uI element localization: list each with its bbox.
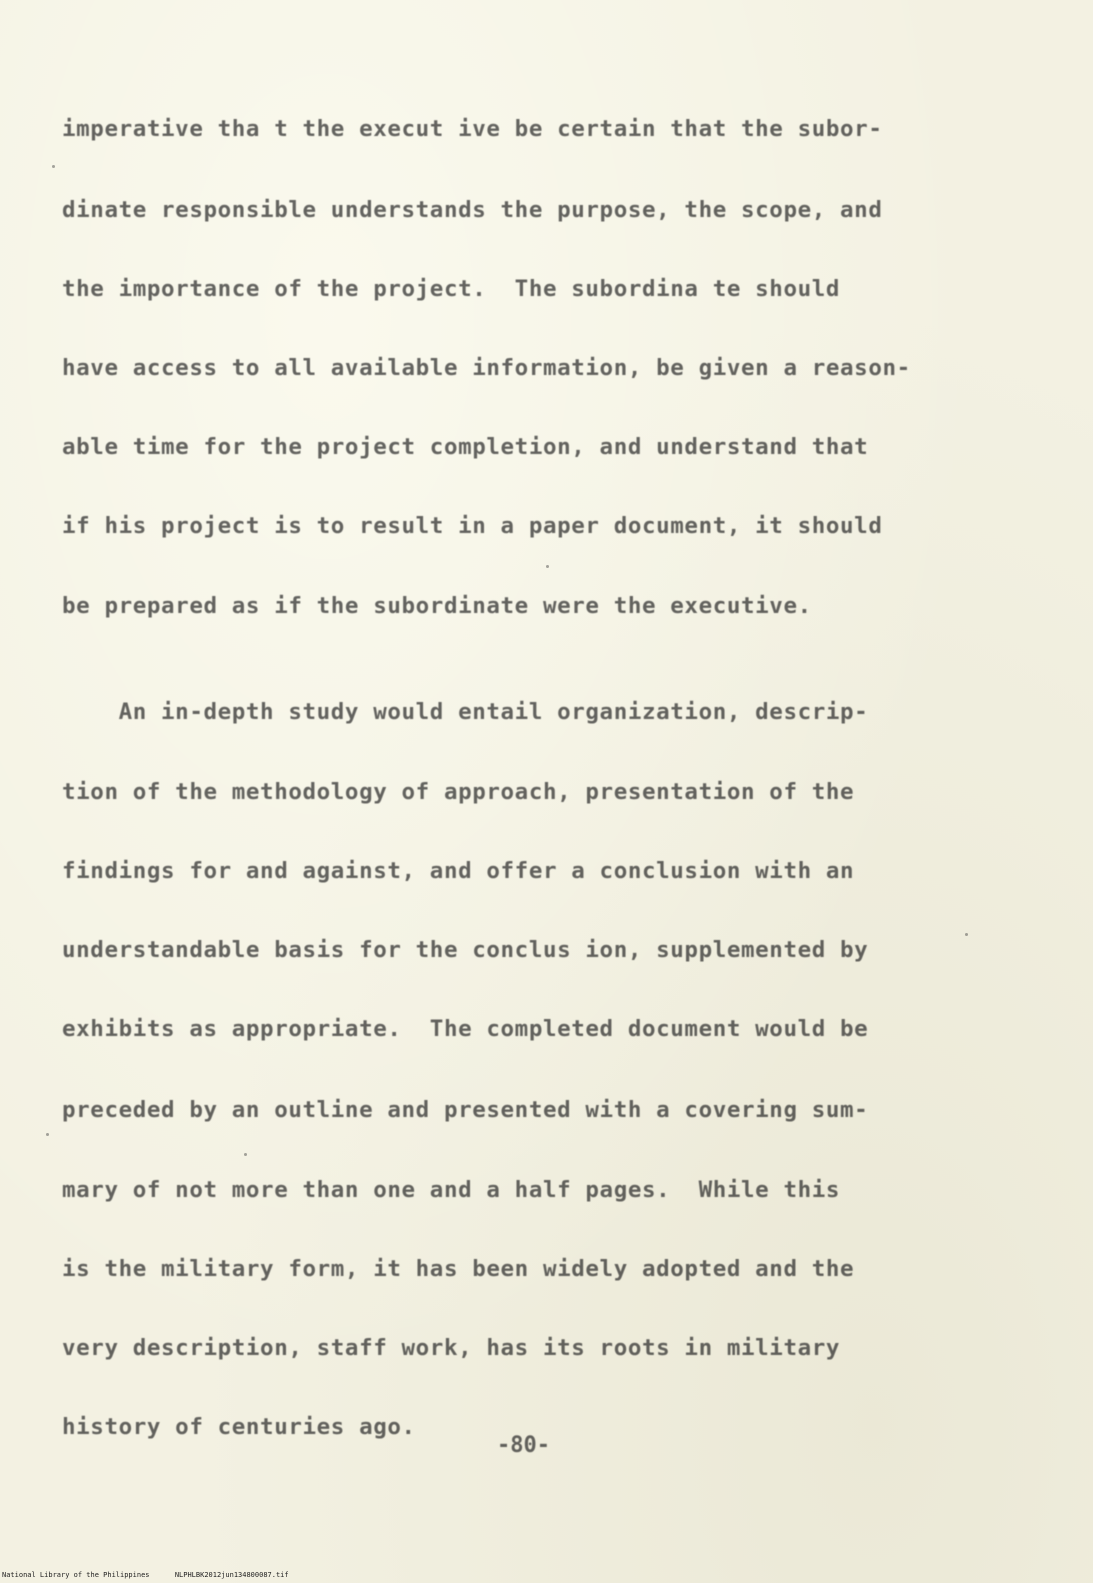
footer-filename: NLPHLBK2012jun134800087.tif xyxy=(174,1571,289,1579)
page-number: -80- xyxy=(497,1433,550,1458)
text-line-13: preceded by an outline and presented with a covering sum- xyxy=(62,1097,869,1123)
text-line-10: findings for and against, and offer a conclusion with an xyxy=(62,858,855,884)
footer-library: National Library of the Philippines xyxy=(2,1571,150,1579)
paper-speck xyxy=(52,165,55,168)
text-line-3: the importance of the project. The subordina te should xyxy=(62,276,841,302)
text-line-1: imperative tha t the execut ive be certain that the subor- xyxy=(62,116,883,142)
text-line-17: history of centuries ago. xyxy=(62,1414,416,1440)
text-line-16: very description, staff work, has its roots in military xyxy=(62,1335,841,1361)
text-line-6: if his project is to result in a paper document, it should xyxy=(62,513,883,539)
text-line-11: understandable basis for the conclus ion, supplemented by xyxy=(62,937,869,963)
paper-speck xyxy=(244,1153,247,1156)
paper-speck xyxy=(546,565,549,568)
text-line-7: be prepared as if the subordinate were the executive. xyxy=(62,593,812,619)
paper-speck xyxy=(46,1133,49,1136)
scan-footer xyxy=(2,1571,289,1579)
text-line-5: able time for the project completion, and understand that xyxy=(62,434,869,460)
text-line-12: exhibits as appropriate. The completed document would be xyxy=(62,1016,869,1042)
text-line-15: is the military form, it has been widely adopted and the xyxy=(62,1256,855,1282)
text-line-4: have access to all available information, be given a reason- xyxy=(62,355,911,381)
paper-speck xyxy=(965,933,968,936)
text-line-2: dinate responsible understands the purpose, the scope, and xyxy=(62,197,883,223)
text-line-14: mary of not more than one and a half pages. While this xyxy=(62,1177,841,1203)
text-line-9: tion of the methodology of approach, presentation of the xyxy=(62,779,855,805)
text-line-8: An in-depth study would entail organization, descrip- xyxy=(62,699,869,725)
